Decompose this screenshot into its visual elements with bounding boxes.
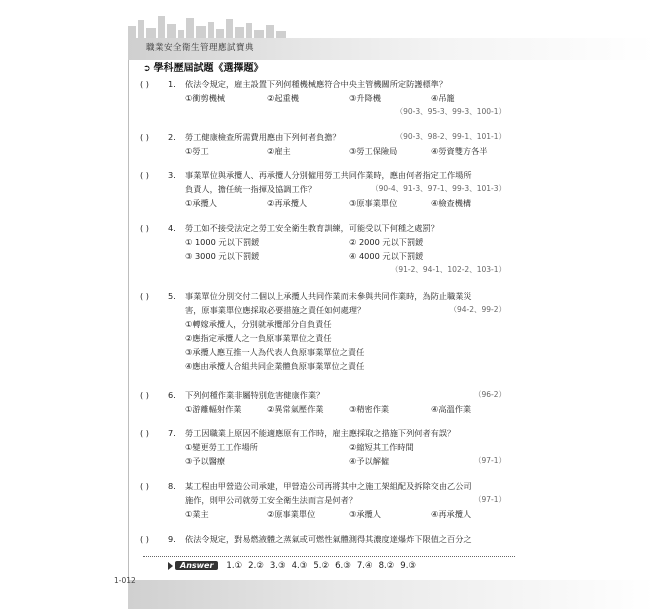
option-4: ④吊籠 [431, 93, 455, 103]
option-4: ④檢查機構 [431, 198, 472, 208]
answer-item: 5.② [313, 561, 330, 571]
option-3: ③承攬人應互推一人為代表人負原事業單位之責任 [185, 347, 365, 357]
option-4: ④應由承攬人合組共同企業體負原事業單位之責任 [185, 361, 365, 371]
question-stem: 害，原事業單位應採取必要措施之責任如何處理？ [185, 305, 366, 315]
answer-bracket[interactable]: ( ) [140, 428, 149, 438]
section-heading-text: 學科歷屆試題《選擇題》 [153, 63, 264, 74]
answer-bracket[interactable]: ( ) [140, 291, 149, 301]
option-2: ② 2000 元以下罰鍰 [349, 237, 424, 247]
option-4: ④勞資雙方各半 [431, 146, 488, 156]
exam-reference: （91-2、94-1、102-2、103-1） [390, 265, 506, 274]
option-3: ③勞工保險局 [349, 146, 398, 156]
option-2: ②再承攬人 [267, 198, 308, 208]
question-4 [140, 221, 512, 277]
answer-item: 7.④ [356, 561, 373, 571]
question-number: 1. [168, 79, 176, 89]
option-2: ②雇主 [267, 146, 291, 156]
question-stem: 勞工健康檢查所需費用應由下列何者負擔？ [185, 132, 341, 142]
footer-band [128, 580, 655, 609]
question-stem: 依法令規定，對易燃液體之蒸氣或可燃性氣體測得其濃度達爆炸下限值之百分之 [185, 534, 472, 544]
exam-reference: （94-2、99-2） [449, 305, 506, 314]
margin-rule [128, 60, 129, 609]
option-3: ③承攬人 [349, 509, 381, 519]
question-6 [140, 388, 512, 416]
option-4: ④高溫作業 [431, 404, 472, 414]
option-2: ②應指定承攬人之一負原事業單位之責任 [185, 333, 332, 343]
answer-bracket[interactable]: ( ) [140, 170, 149, 180]
answer-badge: Answer [175, 561, 218, 570]
option-4: ④ 4000 元以下罰鍰 [349, 251, 424, 261]
answer-item: 6.③ [335, 561, 351, 571]
option-1: ①承攬人 [185, 198, 217, 208]
answer-bracket[interactable]: ( ) [140, 79, 149, 89]
question-5 [140, 289, 512, 373]
answer-bracket[interactable]: ( ) [140, 481, 149, 491]
exam-reference: （90-3、98-2、99-1、101-1） [395, 132, 506, 141]
question-stem: 勞工因職業上原因不能適應原有工作時，雇主應採取之措施下列何者有誤？ [185, 428, 456, 438]
question-number: 3. [168, 170, 176, 180]
question-8 [140, 479, 512, 521]
question-stem: 負責人，擔任統一指揮及協調工作？ [185, 184, 317, 194]
question-stem: 某工程由甲營造公司承建，甲營造公司再將其中之施工架組配及拆除交由乙公司 [185, 481, 472, 491]
answer-item: 4.③ [291, 561, 308, 571]
exam-reference: （96-2） [473, 390, 506, 399]
option-1: ①業主 [185, 509, 209, 519]
section-heading [143, 59, 264, 74]
question-number: 6. [168, 390, 176, 400]
answer-bracket[interactable]: ( ) [140, 132, 149, 142]
option-3: ③予以醫療 [185, 456, 226, 466]
option-1: ①變更勞工工作場所 [185, 442, 258, 452]
option-1: ①勞工 [185, 146, 209, 156]
question-1 [140, 77, 512, 119]
answer-divider [143, 556, 515, 557]
question-stem: 施作，則甲公司就勞工安全衛生法而言是何者？ [185, 495, 357, 505]
question-stem: 勞工如不接受法定之勞工安全衛生教育訓練，可能受以下何種之處罰？ [185, 223, 439, 233]
option-3: ③原事業單位 [349, 198, 398, 208]
option-2: ②原事業單位 [267, 509, 316, 519]
option-2: ②縮短其工作時間 [349, 442, 414, 452]
exam-reference: （90-3、95-3、99-3、100-1） [395, 107, 506, 116]
answer-key [168, 561, 422, 571]
option-2: ②起重機 [267, 93, 299, 103]
answer-item: 9.③ [400, 561, 417, 571]
option-3: ③精密作業 [349, 404, 390, 414]
answer-item: 2.② [248, 561, 264, 571]
answer-item: 1.① [226, 561, 243, 571]
option-1: ① 1000 元以下罰鍰 [185, 237, 260, 247]
option-4: ④予以解僱 [349, 456, 390, 466]
exam-reference: （90-4、91-3、97-1、99-3、101-3） [371, 184, 506, 193]
question-9 [140, 532, 512, 546]
option-4: ④再承攬人 [431, 509, 472, 519]
question-3 [140, 168, 512, 210]
question-number: 9. [168, 534, 176, 544]
question-number: 7. [168, 428, 176, 438]
option-3: ③ 3000 元以下罰鍰 [185, 251, 260, 261]
question-stem: 下列何種作業非屬特別危害健康作業？ [185, 390, 325, 400]
question-number: 4. [168, 223, 176, 233]
exam-reference: （97-1） [473, 456, 506, 465]
question-number: 8. [168, 481, 176, 491]
answer-bracket[interactable]: ( ) [140, 534, 149, 544]
question-number: 5. [168, 291, 176, 301]
question-stem: 依法令規定，雇主設置下列何種機械應符合中央主管機關所定防護標準？ [185, 79, 448, 89]
option-1: ①轉嫁承攬人，分別就承攬部分自負責任 [185, 319, 332, 329]
book-title: 職業安全衛生管理應試寶典 [146, 43, 255, 53]
answer-bracket[interactable]: ( ) [140, 390, 149, 400]
answer-item: 8.② [378, 561, 395, 571]
triangle-arrow-icon [168, 562, 173, 570]
exam-reference: （97-1） [473, 495, 506, 504]
option-1: ①衝剪機械 [185, 93, 226, 103]
skyline-decoration [128, 14, 288, 40]
question-stem: 事業單位分別交付二個以上承攬人共同作業而未參與共同作業時，為防止職業災 [185, 291, 472, 301]
answer-item: 3.③ [269, 561, 286, 571]
answer-bracket[interactable]: ( ) [140, 223, 149, 233]
question-number: 2. [168, 132, 176, 142]
question-stem: 事業單位與承攬人、再承攬人分別僱用勞工共同作業時，應由何者指定工作場所 [185, 170, 472, 180]
arrow-bullet-icon: ➲ [143, 64, 151, 74]
option-3: ③升降機 [349, 93, 381, 103]
page-number: 1-012 [114, 576, 136, 585]
question-2 [140, 130, 512, 158]
option-2: ②異常氣壓作業 [267, 404, 324, 414]
question-7 [140, 426, 512, 468]
option-1: ①游離輻射作業 [185, 404, 242, 414]
